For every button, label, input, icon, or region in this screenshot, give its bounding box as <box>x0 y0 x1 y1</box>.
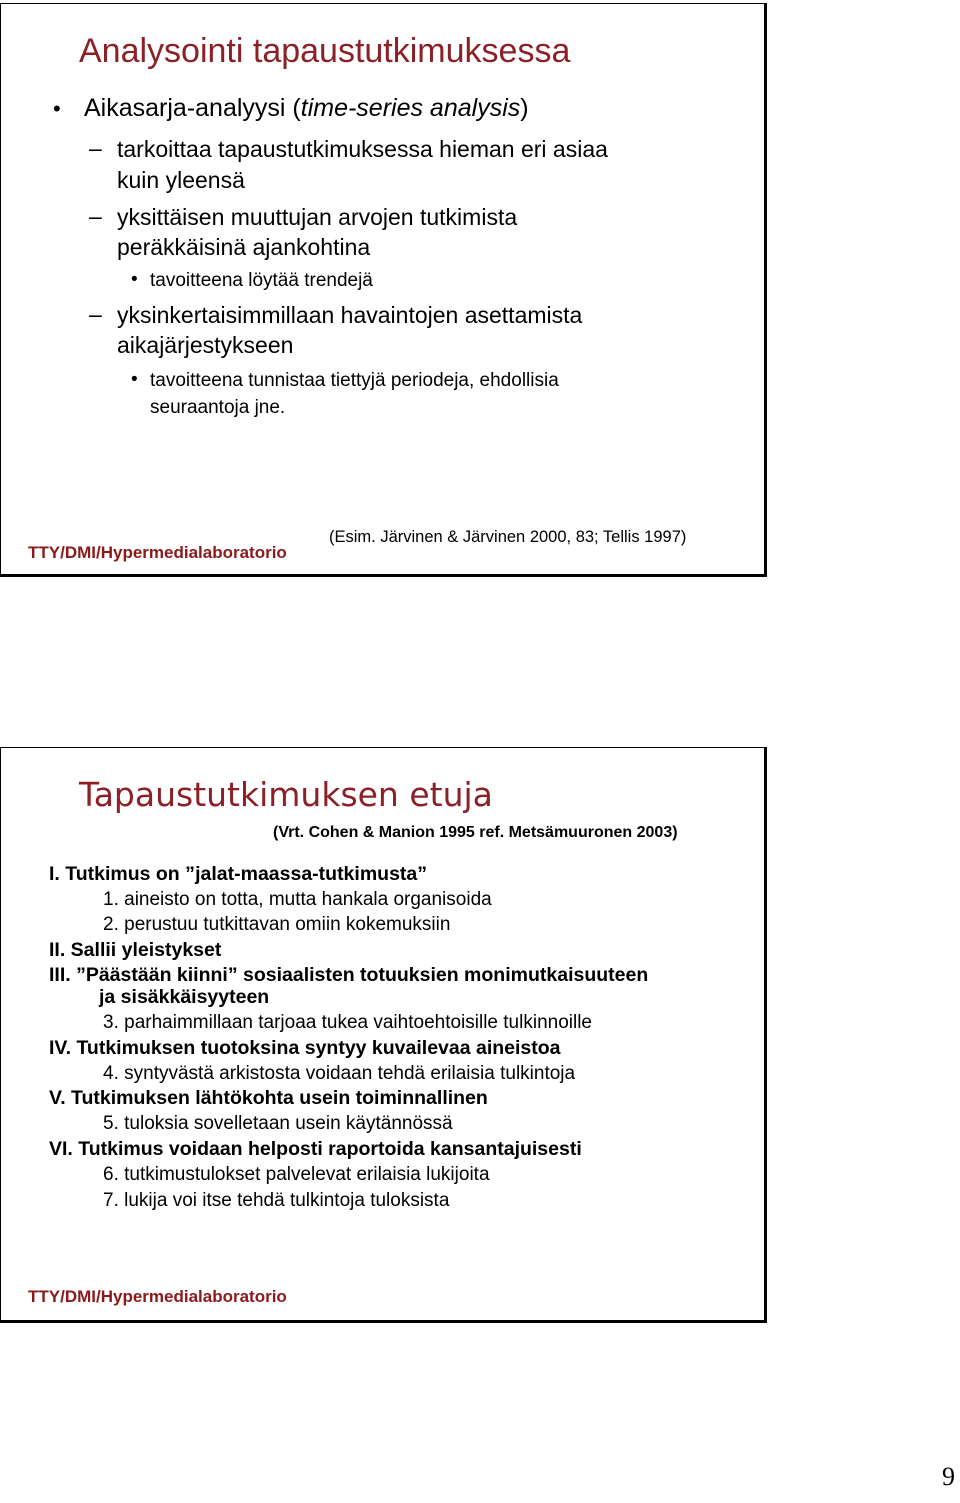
slide-analysointi <box>0 3 767 577</box>
sub-bullet-dot: • <box>131 269 138 290</box>
advantage-item-6: 6. tutkimustulokset palvelevat erilaisia lukijoita <box>103 1164 490 1185</box>
sub-item-2-line-2: seuraantoja jne. <box>150 397 286 418</box>
advantage-heading-5: V. Tutkimuksen lähtökohta usein toiminnallinen <box>49 1087 488 1109</box>
sub-item-2-line-1: tavoitteena tunnistaa tiettyjä periodeja, ehdollisia <box>150 370 559 391</box>
advantage-item-2: 2. perustuu tutkittavan omiin kokemuksiin <box>103 914 451 935</box>
dash-item-1-line-1: tarkoittaa tapaustutkimuksessa hieman eri asiaa <box>117 136 608 162</box>
reference-note: (Vrt. Cohen & Manion 1995 ref. Metsämuuronen 2003) <box>273 824 678 841</box>
advantage-heading-6: VI. Tutkimus voidaan helposti raportoida kansantajuisesti <box>49 1138 582 1160</box>
advantage-heading-1: I. Tutkimus on ”jalat-maassa-tutkimusta” <box>49 863 428 885</box>
footer-lab: TTY/DMI/Hypermedialaboratorio <box>28 1287 287 1306</box>
sub-bullet-dot: • <box>131 369 138 390</box>
dash-marker: – <box>89 135 102 161</box>
advantage-heading-3-cont: ja sisäkkäisyyteen <box>99 986 270 1008</box>
dash-item-1-line-2: kuin yleensä <box>117 167 245 193</box>
advantage-heading-4: IV. Tutkimuksen tuotoksina syntyy kuvailevaa aineistoa <box>49 1037 561 1059</box>
advantage-item-3: 3. parhaimmillaan tarjoaa tukea vaihtoehtoisille tulkinnoille <box>103 1012 592 1033</box>
slide-title: Tapaustutkimuksen etuja <box>79 775 493 814</box>
sub-item-1: tavoitteena löytää trendejä <box>150 270 373 291</box>
advantage-heading-3: III. ”Päästään kiinni” sosiaalisten totuuksien monimutkaisuuteen <box>49 964 649 986</box>
dash-item-2-line-2: peräkkäisinä ajankohtina <box>117 234 371 260</box>
slide-etuja <box>0 747 767 1323</box>
footer-lab: TTY/DMI/Hypermedialaboratorio <box>28 543 287 562</box>
dash-item-2-line-1: yksittäisen muuttujan arvojen tutkimista <box>117 204 518 230</box>
advantage-item-4: 4. syntyvästä arkistosta voidaan tehdä erilaisia tulkintoja <box>103 1063 576 1084</box>
advantage-item-1: 1. aineisto on totta, mutta hankala organisoida <box>103 889 492 910</box>
slide-title: Analysointi tapaustutkimuksessa <box>79 32 571 70</box>
dash-marker: – <box>89 203 102 229</box>
dash-marker: – <box>89 301 102 327</box>
dash-item-3-line-1: yksinkertaisimmillaan havaintojen asettamista <box>117 302 583 328</box>
bullet-dot: • <box>53 96 61 121</box>
advantage-item-7: 7. lukija voi itse tehdä tulkintoja tuloksista <box>103 1190 450 1211</box>
reference-note: (Esim. Järvinen & Järvinen 2000, 83; Tellis 1997) <box>329 528 687 546</box>
page-number: 9 <box>942 1462 955 1491</box>
bullet-main: Aikasarja-analyysi (time-series analysis) <box>84 94 529 122</box>
advantage-item-5: 5. tuloksia sovelletaan usein käytännössä <box>103 1113 453 1134</box>
advantage-heading-2: II. Sallii yleistykset <box>49 939 222 961</box>
dash-item-3-line-2: aikajärjestykseen <box>117 332 294 358</box>
